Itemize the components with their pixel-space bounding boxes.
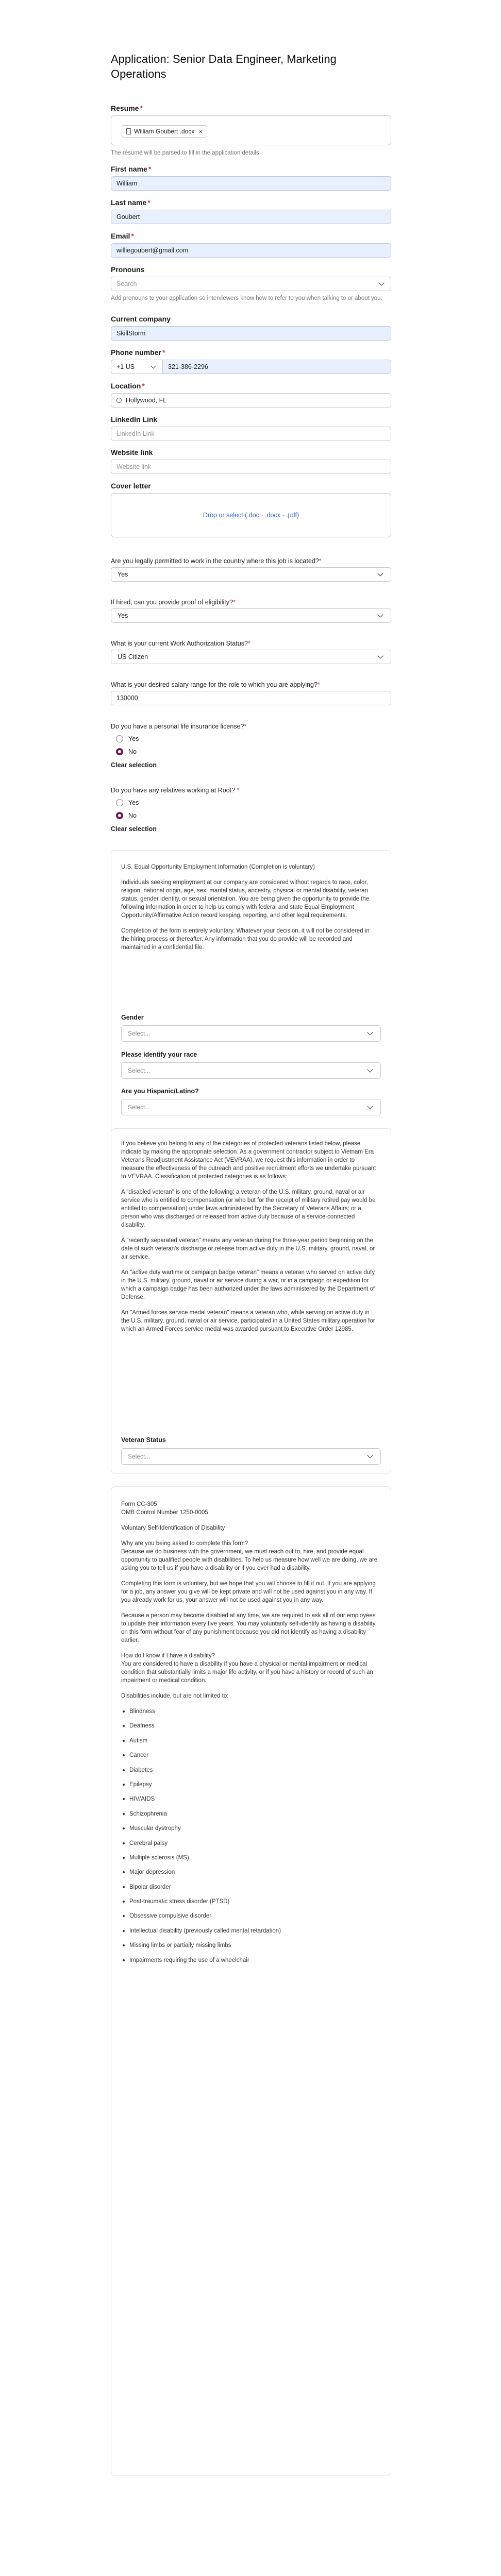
country-code-select[interactable]: +1 US [111,360,163,374]
work-status-question: What is your current Work Authorization Status?* [111,640,250,647]
radio-button[interactable] [116,735,123,742]
phone-input[interactable] [111,360,391,374]
location-input[interactable]: Hollywood, FL [111,393,391,408]
list-item: Multiple sclerosis (MS) [121,1854,379,1862]
list-item: Cerebral palsy [121,1839,379,1848]
list-item: HIV/AIDS [121,1795,379,1803]
chevron-down-icon [377,653,383,658]
resume-upload[interactable] [111,115,391,145]
salary-question: What is your desired salary range for the role to which you are applying?* [111,681,320,688]
first-name-label: First name * [111,165,152,173]
chevron-down-icon [367,1029,373,1035]
application-form [111,0,391,1963]
list-item: Post-traumatic stress disorder (PTSD) [121,1897,379,1906]
file-icon [126,128,131,134]
eeo-text: U.S. Equal Opportunity Employment Information (Completion is voluntary) Individuals seeking employment at our company are considered without regards to race, color, religion, national origin, age, sex, marital status, ancestry, physical or mental disability, veteran status, gender identity, or sexual orientation. You are being given the opportunity to provide the following information in order to help us comply with federal and state Equal Employment Opportunity/Affirmative Action record keeping, reporting, and other legal requirements. Completion of the form is entirely voluntary. Whatever your decision, it will not be considered in the hiring process or thereafter. Any information that you do provide will be recorded and maintained in a confidential file. [121,864,370,951]
radio-button[interactable] [116,799,123,806]
relatives-no-option[interactable]: No [116,812,137,819]
phone-label: Phone number * [111,348,165,357]
resume-file-chip [122,125,207,138]
veteran-text: If you believe you belong to any of the categories of protected veterans listed below, please indicate by making the appropriate selection. As a government contractor subject to Vietnam Era Veterans Readjustment Assistance Act (VEVRAA), we request this information in order to measure the effectiveness of the outreach and positive recruitment efforts we undertake pursuant to VEVRAA. Classification of protected categories is as follows: A "disabled veteran" is one of the following: a veteran of the U.S. military, ground, naval or air service who is entitled to compensation (or who but for the receipt of military retired pay would be entitled to compensation) under laws administered by the Secretary of Veterans Affairs; or a person who was discharged or released from active duty because of a service-connected disability. A "recently separated veteran" means any veteran during the three-year period beginning on the date of such veteran's discharge or release from active duty in the U.S. military, ground, naval, or air service. An "active duty wartime or campaign badge veteran" means a veteran who served on active duty in the U.S. military, ground, naval or air service during a war, or in a campaign or expedition for which a campaign badge has been authorized under the laws administered by the Department of Defense. An "Armed forces service medal veteran" means a veteran who, while serving on active duty in the U.S. military, ground, naval or air service, participated in a United States military operation for which an Armed Forces service medal was awarded pursuant to Executive Order 12985. [121,1141,376,1332]
insurance-yes-option[interactable]: Yes [116,735,139,742]
list-item: Impairments requiring the use of a wheelchair [121,1956,379,1964]
phone-number-value: 321-386-2296 [168,363,208,370]
remove-file-icon[interactable]: × [198,127,203,135]
legal-question: Are you legally permitted to work in the country where this job is located?* [111,557,322,565]
pronouns-help: Add pronouns to your application so interviewers know how to refer to you when talking to or about you. [111,295,382,301]
radio-button[interactable] [116,812,123,819]
veteran-status-label: Veteran Status [121,1436,166,1444]
chevron-down-icon [367,1066,373,1072]
linkedin-label: LinkedIn Link [111,415,158,423]
radio-button[interactable] [116,748,123,755]
relatives-question: Do you have any relatives working at Root? * [111,787,240,794]
page-title: Application: Senior Data Engineer, Marketing Operations [111,53,337,80]
chevron-down-icon [367,1103,373,1109]
list-item: Bipolar disorder [121,1883,379,1891]
cover-letter-drop-text[interactable]: Drop or select (.doc · .docx · .pdf) [203,512,299,519]
list-item: Schizophrenia [121,1810,379,1818]
company-input[interactable]: SkillStorm [111,326,391,341]
email-label: Email * [111,232,134,240]
list-item: Major depression [121,1868,379,1876]
gender-select[interactable]: Select... [121,1025,381,1042]
chevron-down-icon [378,280,384,285]
list-item: Epilepsy [121,1781,379,1789]
website-input[interactable]: Website link [111,460,391,474]
gender-label: Gender [121,1014,144,1021]
legal-select[interactable]: Yes [111,567,391,582]
list-item: Obsessive compulsive disorder [121,1912,379,1920]
pronouns-select[interactable]: Search [111,277,391,291]
relatives-clear-selection[interactable]: Clear selection [111,825,157,833]
proof-select[interactable]: Yes [111,608,391,623]
disability-list [121,1707,379,1964]
list-item: Intellectual disability (previously called mental retardation) [121,1927,379,1935]
pronouns-label: Pronouns [111,265,145,274]
proof-question: If hired, can you provide proof of eligibility?* [111,599,236,606]
salary-input[interactable]: 130000 [111,691,391,705]
hispanic-select[interactable]: Select... [121,1099,381,1115]
work-status-select[interactable]: US Citizen [111,650,391,664]
list-item: Blindness [121,1707,379,1716]
list-item: Muscular dystrophy [121,1824,379,1833]
insurance-question: Do you have a personal life insurance license?* [111,723,247,730]
first-name-input[interactable]: William [111,176,391,191]
resume-file-name: William Goubert .docx [134,128,195,135]
website-label: Website link [111,448,153,456]
list-item: Autism [121,1737,379,1745]
chevron-down-icon [151,363,156,368]
chevron-down-icon [367,1452,373,1458]
disability-text: Form CC-305 OMB Control Number 1250-0005 Voluntary Self-Identification of Disability Why are you being asked to complete this form? Because we do business with the government, we must reach out to, hire, and provide equal opportunity to qualified people with disabilities. To help us measure how well we are doing, we are asking you to tell us if you have a disability or if you ever had a disability. Completing this form is voluntary, but we hope that you will choose to fill it out. If you are applying for a job, any answer you give will be kept private and will not be used against you in any way. If you already work for us, your answer will not be used against you in any way. Because a person may become disabled at any time, we are required to ask all of our employees to update their information every five years. You may voluntarily self-identify as having a disability on this form without fear of any punishment because you did not identify as having a disability earlier. How do I know if I have a disability? You are considered to have a disability if you have a physical or mental impairment or medical condition that substantially limits a major life activity, or if you have a history or record of such an impairment or medical condition. Disabilities include, but are not limited to: Blindness Deafness Autism Cancer Diabetes Epilepsy HIV/AIDS Schizophrenia Muscular dystrophy Cerebral palsy Multiple sclerosis (MS) Major depression Bipolar disorder Post-traumatic stress disorder (PTSD) Obsessive compulsive disorder Intellectual disability (previously called mental retardation) Missing limbs or partially missing limbs Impairments requiring the use of a wheelchair [121,1500,379,1971]
veteran-status-select[interactable]: Select... [121,1448,381,1465]
list-item: Deafness [121,1722,379,1730]
location-label: Location * [111,382,145,390]
list-item: Cancer [121,1751,379,1759]
relatives-yes-option[interactable]: Yes [116,799,139,806]
cover-letter-dropzone[interactable] [111,493,391,537]
list-item: Diabetes [121,1766,379,1774]
insurance-no-option[interactable]: No [116,748,137,755]
hispanic-label: Are you Hispanic/Latino? [121,1088,199,1095]
chevron-down-icon [377,612,383,617]
resume-help: The résumé will be parsed to fill in the application details [111,150,259,156]
list-item: Missing limbs or partially missing limbs [121,1941,379,1950]
race-select[interactable]: Select... [121,1062,381,1079]
company-label: Current company [111,315,171,323]
insurance-clear-selection[interactable]: Clear selection [111,761,157,769]
chevron-down-icon [377,570,383,576]
last-name-input[interactable]: Goubert [111,210,391,224]
last-name-label: Last name * [111,198,151,207]
linkedin-input[interactable]: LinkedIn Link [111,427,391,441]
email-input[interactable]: williegoubert@gmail.com [111,243,391,258]
resume-label: Resume * [111,104,143,112]
race-label: Please identify your race [121,1051,197,1058]
search-icon [116,398,122,403]
cover-letter-label: Cover letter [111,482,151,490]
